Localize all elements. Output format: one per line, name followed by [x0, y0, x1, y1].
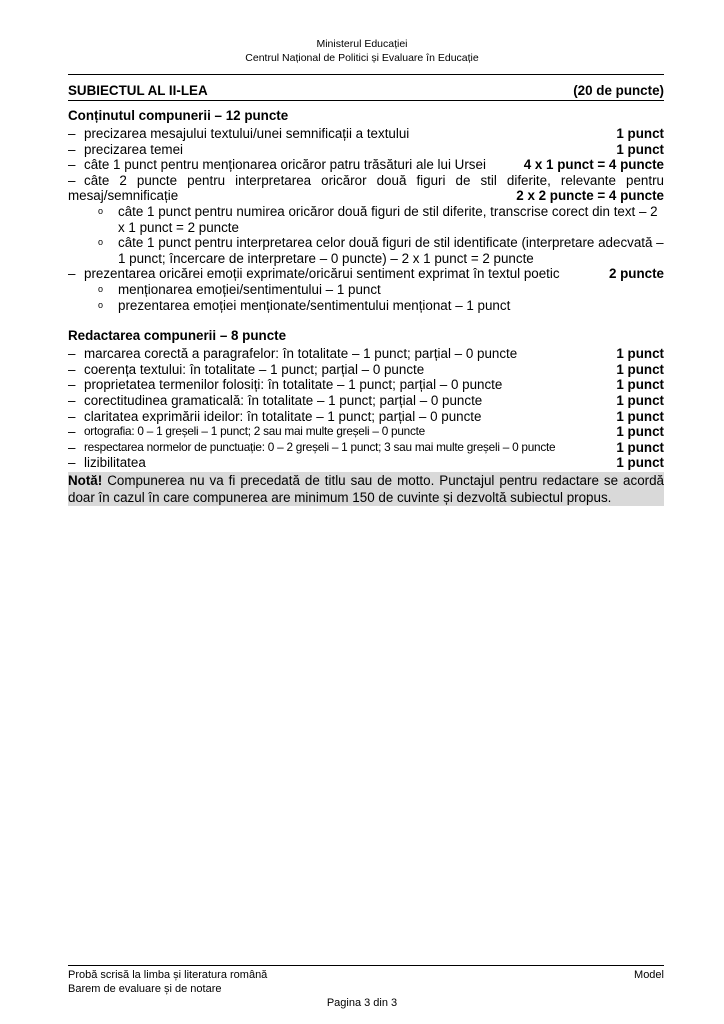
- note-box: [68, 472, 664, 506]
- dash-marker: –: [68, 439, 76, 455]
- sub-list-item: [68, 204, 664, 235]
- item-text: corectitudinea gramaticală: în totalitate – 1 punct; parțial – 0 puncte: [84, 392, 483, 408]
- list-item: [68, 455, 664, 471]
- item-text-line1: câte 2 puncte pentru interpretarea oricăror două figuri de stil diferite, relevante pentru: [84, 172, 664, 188]
- item-text: prezentarea oricărei emoții exprimate/oricărui sentiment exprimat în textul poetic: [84, 266, 560, 282]
- sub-item-text: menționarea emoției/sentimentului – 1 punct: [118, 281, 381, 297]
- list-item: [68, 440, 664, 456]
- item-points: 4 x 1 punct = 4 puncte: [523, 157, 664, 173]
- list-item: [68, 346, 664, 362]
- header-divider: [68, 74, 664, 75]
- item-text: câte 1 punct pentru menționarea oricăror patru trăsături ale lui Ursei: [84, 157, 486, 173]
- dash-marker: –: [68, 346, 76, 362]
- footer-divider: [68, 965, 664, 966]
- page-number: Pagina 3 din 3: [326, 997, 398, 1009]
- dash-marker: –: [68, 157, 76, 173]
- item-text: ortografia: 0 – 1 greșeli – 1 punct; 2 sau mai multe greșeli – 0 puncte: [84, 424, 425, 439]
- list-item: [68, 157, 664, 173]
- dash-marker: –: [68, 392, 76, 408]
- dash-marker: –: [68, 408, 76, 424]
- item-text: precizarea mesajului textului/unei semnificații a textului: [84, 126, 410, 141]
- dash-marker: –: [68, 455, 76, 471]
- item-points: 1 punct: [616, 141, 664, 157]
- dash-marker: –: [68, 361, 76, 377]
- footer-model-label: Model: [634, 969, 664, 981]
- item-text-line2: mesaj/semnificație: [68, 188, 179, 204]
- note-text: Compunerea nu va fi precedată de titlu sau de motto. Punctajul pentru redactare se acordă doar în cazul în care compunerea are minimum 150 de cuvinte și dezvoltă subiectul propus.: [68, 472, 664, 505]
- dash-marker: –: [68, 126, 76, 141]
- item-text: lizibilitatea: [84, 455, 146, 471]
- item-text: marcarea corectă a paragrafelor: în totalitate – 1 punct; parțial – 0 puncte: [84, 346, 518, 362]
- dash-marker: –: [68, 266, 76, 282]
- list-item: [68, 266, 664, 282]
- item-points: 2 puncte: [608, 266, 664, 282]
- writing-section-heading: Redactarea compunerii – 8 puncte: [68, 328, 287, 344]
- item-points: 2 x 2 puncte = 4 puncte: [516, 188, 664, 204]
- item-text: claritatea exprimării ideilor: în totalitate – 1 punct; parțial – 0 puncte: [84, 408, 482, 424]
- document-body: [68, 82, 664, 506]
- subject-title-row: [68, 82, 664, 101]
- list-item: [68, 393, 664, 409]
- page-header: [0, 37, 724, 65]
- center-name: Centrul Național de Politici și Evaluare în Educație: [245, 52, 479, 64]
- item-text: respectarea normelor de punctuație: 0 – 2 greșeli – 1 punct; 3 sau mai multe greșeli – 0 puncte: [84, 439, 556, 454]
- list-item-continuation: [68, 188, 664, 204]
- item-points: 1 punct: [616, 361, 664, 377]
- item-points: 1 punct: [616, 377, 664, 393]
- circle-bullet-icon: o: [98, 299, 104, 310]
- circle-bullet-icon: o: [98, 237, 104, 248]
- item-text: coerența textului: în totalitate – 1 punct; parțial – 0 puncte: [84, 361, 425, 377]
- sub-item-text: prezentarea emoției menționate/sentimentului menționat – 1 punct: [118, 297, 511, 313]
- item-text: proprietatea termenilor folosiți: în totalitate – 1 punct; parțial – 0 puncte: [84, 377, 503, 393]
- footer-exam-name: Probă scrisă la limba și literatura română: [68, 969, 268, 981]
- list-item: [68, 142, 664, 158]
- page-footer: [68, 968, 664, 996]
- item-points: 1 punct: [616, 408, 664, 424]
- sub-list-item: [68, 235, 664, 266]
- item-points: 1 punct: [616, 346, 664, 362]
- list-item: [68, 377, 664, 393]
- sub-item-text: câte 1 punct pentru interpretarea celor două figuri de stil identificate (interpretare adecvată – 1 punct; încercare de interpretare – 0 puncte) – 2 x 1 punct = 2 puncte: [118, 235, 664, 266]
- list-item: [68, 409, 664, 425]
- item-points: 1 punct: [616, 439, 664, 455]
- list-item: [68, 173, 664, 189]
- circle-bullet-icon: o: [98, 283, 104, 294]
- item-text: precizarea temei: [84, 141, 183, 157]
- item-points: 1 punct: [616, 424, 664, 440]
- sub-item-text: câte 1 punct pentru numirea oricăror două figuri de stil diferite, transcrise corect din text – 2 x 1 punct = 2 puncte: [118, 203, 658, 235]
- list-item: [68, 424, 664, 440]
- item-points: 1 punct: [616, 392, 664, 408]
- ministry-name: Ministerul Educației: [316, 38, 408, 50]
- dash-marker: –: [68, 141, 76, 157]
- list-item: [68, 126, 664, 142]
- sub-list-item: [68, 298, 664, 314]
- sub-list-item: [68, 282, 664, 298]
- item-points: 1 punct: [616, 126, 664, 141]
- note-label: Notă!: [68, 472, 103, 488]
- footer-document-type: Barem de evaluare și de notare: [68, 983, 222, 995]
- subject-points: (20 de puncte): [573, 83, 664, 98]
- dash-marker: –: [68, 377, 76, 393]
- dash-marker: –: [68, 172, 76, 188]
- circle-bullet-icon: o: [98, 205, 104, 216]
- content-section-heading: Conținutul compunerii – 12 puncte: [68, 108, 289, 123]
- subject-title: SUBIECTUL AL II-LEA: [68, 83, 208, 98]
- item-points: 1 punct: [616, 455, 664, 471]
- list-item: [68, 362, 664, 378]
- dash-marker: –: [68, 424, 76, 440]
